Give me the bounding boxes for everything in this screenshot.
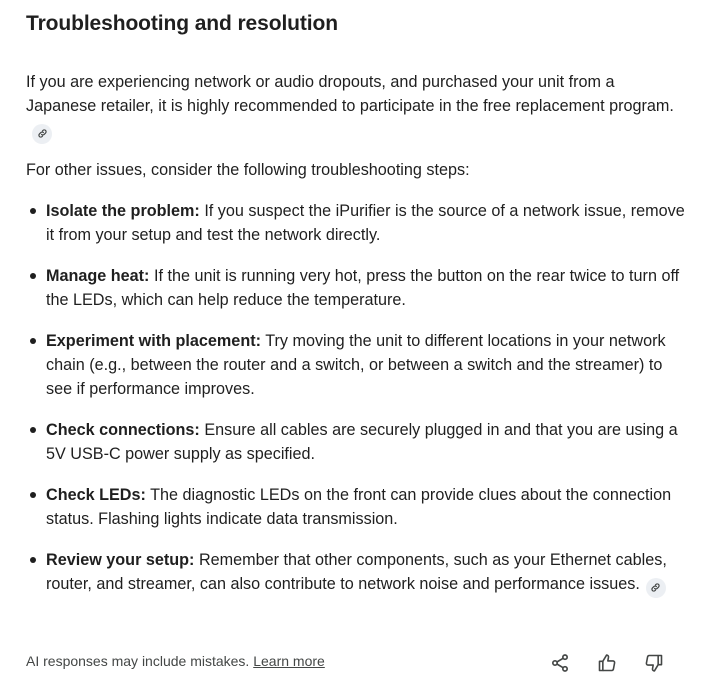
intro-text: If you are experiencing network or audio dropouts, and purchased your unit from a Japanese retailer, it is highly recommended to participate in the free replacement program. bbox=[26, 73, 674, 115]
intro-paragraph bbox=[26, 70, 676, 144]
share-icon bbox=[550, 653, 570, 673]
list-item bbox=[26, 548, 686, 598]
thumbs-down-button[interactable] bbox=[642, 651, 666, 675]
thumbs-down-icon bbox=[644, 653, 664, 673]
disclaimer bbox=[26, 653, 325, 669]
bullet-icon bbox=[30, 338, 36, 344]
bullet-icon bbox=[30, 273, 36, 279]
response-footer bbox=[26, 651, 666, 675]
step-title: Experiment with placement: bbox=[46, 332, 261, 350]
link-icon bbox=[37, 128, 48, 139]
step-title: Check connections: bbox=[46, 421, 200, 439]
thumbs-up-button[interactable] bbox=[595, 651, 619, 675]
list-item bbox=[26, 483, 686, 531]
step-title: Manage heat: bbox=[46, 267, 150, 285]
step-title: Review your setup: bbox=[46, 551, 195, 569]
bullet-icon bbox=[30, 492, 36, 498]
heading: Troubleshooting and resolution bbox=[26, 12, 338, 35]
step-text: Try moving the unit to different locations in your network chain (e.g., between the router and a switch, or between a switch and the streamer) to see if performance improves. bbox=[46, 332, 666, 398]
bullet-icon bbox=[30, 557, 36, 563]
lead-in-paragraph: For other issues, consider the following troubleshooting steps: bbox=[26, 161, 470, 179]
step-text: Remember that other components, such as your Ethernet cables, router, and streamer, can also contribute to network noise and performance issues. bbox=[46, 551, 667, 593]
list-item bbox=[26, 418, 686, 466]
step-title: Check LEDs: bbox=[46, 486, 146, 504]
feedback-actions bbox=[548, 651, 666, 675]
learn-more-link[interactable]: Learn more bbox=[253, 653, 325, 669]
step-title: Isolate the problem: bbox=[46, 202, 200, 220]
list-item bbox=[26, 329, 686, 401]
step-text: If you suspect the iPurifier is the source of a network issue, remove it from your setup and test the network directly. bbox=[46, 202, 685, 244]
step-text: If the unit is running very hot, press the button on the rear twice to turn off the LEDs, which can help reduce the temperature. bbox=[46, 267, 680, 309]
list-item bbox=[26, 199, 686, 247]
bullet-icon bbox=[30, 208, 36, 214]
troubleshooting-steps-list bbox=[26, 199, 686, 615]
source-link-button[interactable] bbox=[646, 578, 666, 598]
step-text: The diagnostic LEDs on the front can provide clues about the connection status. Flashing lights indicate data transmission. bbox=[46, 486, 672, 528]
link-icon bbox=[650, 582, 661, 593]
step-text: Ensure all cables are securely plugged in and that you are using a 5V USB-C power supply as specified. bbox=[46, 421, 678, 463]
share-button[interactable] bbox=[548, 651, 572, 675]
bullet-icon bbox=[30, 427, 36, 433]
disclaimer-text: AI responses may include mistakes. bbox=[26, 653, 250, 669]
thumbs-up-icon bbox=[597, 653, 617, 673]
source-link-button[interactable] bbox=[32, 124, 52, 144]
list-item bbox=[26, 264, 686, 312]
